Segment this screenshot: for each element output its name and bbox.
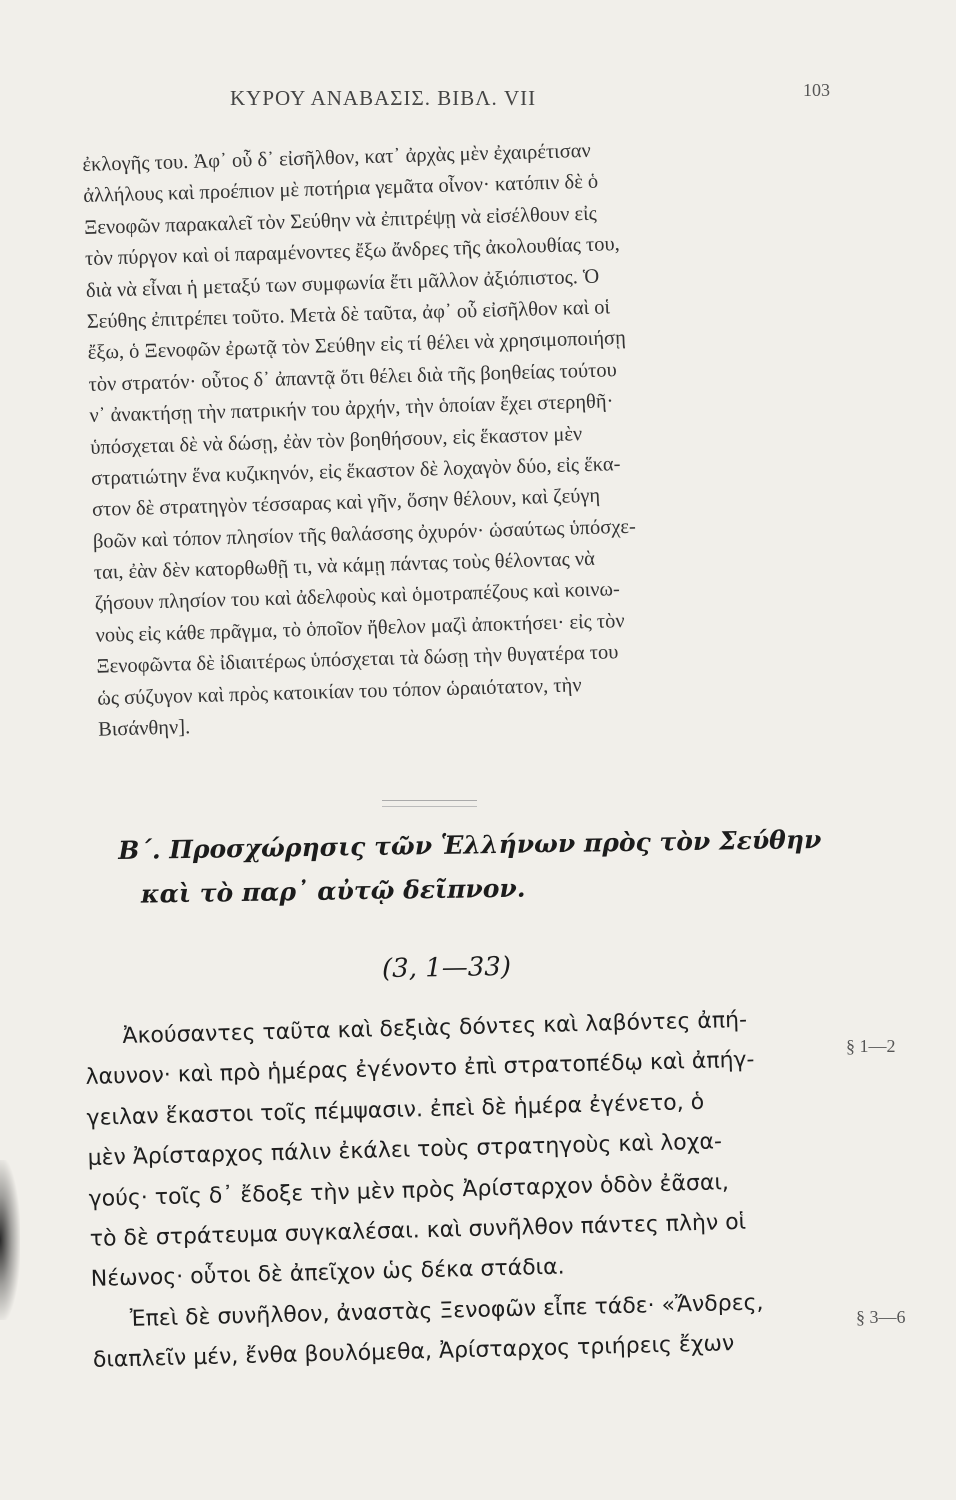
text-line: Ἀκούσαντες ταῦτα καὶ δεξιὰς δόντες καὶ λαβόντες ἀπή-	[122, 1007, 748, 1049]
notes-line: Σεύθης ἐπιτρέπει τοῦτο. Μετὰ δὲ ταῦτα, ἀφ᾽ οὗ εἰσῆλθον καὶ οἱ	[86, 296, 611, 333]
notes-line: ἀλλήλους καὶ προέπιον μὲ ποτήρια γεμᾶτα οἶνον· κατόπιν δὲ ὁ	[82, 170, 599, 208]
page-header	[230, 80, 830, 118]
notes-line: ν᾽ ἀνακτήσῃ τὴν πατρικήν του ἀρχήν, τὴν ὁποίαν ἔχει στερηθῆ·	[89, 390, 614, 428]
notes-line: Ξενοφῶν παρακαλεῖ τὸν Σεύθην νὰ ἐπιτρέψῃ νὰ εἰσέλθουν εἰς	[83, 202, 598, 239]
section-reference: (3, 1—33)	[381, 951, 512, 985]
notes-paragraph	[82, 129, 838, 746]
notes-line: βοῶν καὶ τόπον πλησίον τῆς θαλάσσης ὀχυρόν· ὡσαύτως ὑπόσχε-	[92, 515, 637, 553]
scan-shadow	[0, 1160, 20, 1320]
text-line: γειλαν ἕκαστοι τοῖς πέμψασιν. ἐπεὶ δὲ ἡμέρα ἐγένετο, ὁ	[86, 1089, 705, 1131]
section-divider	[382, 806, 477, 807]
notes-line: Ξενοφῶντα δὲ ἰδιαιτέρως ὑπόσχεται τὰ δώσῃ τὴν θυγατέρα του	[96, 641, 619, 679]
notes-line: ζήσουν πλησίον του καὶ ἀδελφοὺς καὶ ὁμοτραπέζους καὶ κοινω-	[94, 578, 621, 616]
notes-line: Βισάνθην].	[97, 716, 191, 741]
section-heading-line: καὶ τὸ παρ᾽ αὐτῷ δεῖπνον.	[140, 873, 526, 909]
section-heading	[118, 825, 840, 940]
greek-text	[84, 999, 837, 1382]
notes-line: ται, ἐὰν δὲν κατορθωθῇ τι, νὰ κάμῃ πάντας τοὺς θέλοντας νὰ	[93, 547, 596, 584]
notes-line: νοὺς εἰς κάθε πρᾶγμα, τὸ ὁποῖον ἤθελον μαζὶ ἀποκτήσει· εἰς τὸν	[95, 609, 625, 647]
notes-line: στρατιώτην ἕνα κυζικηνόν, εἰς ἕκαστον δὲ λοχαγὸν δύο, εἰς ἕκα-	[90, 452, 621, 490]
running-title: ΚΥΡΟΥ ΑΝΑΒΑΣΙΣ. ΒΙΒΛ. VII	[230, 86, 537, 110]
notes-line: τὸν πύργον καὶ οἱ παραμένοντες ἔξω ἄνδρες τῆς ἀκολουθίας του,	[84, 233, 621, 271]
margin-reference: § 1—2	[846, 1036, 896, 1056]
margin-reference: § 3—6	[856, 1307, 906, 1327]
notes-line: ὡς σύζυγον καὶ πρὸς κατοικίαν του τόπον ὡραιότατον, τὴν	[97, 673, 582, 710]
page-number: 103	[803, 80, 830, 100]
section-heading-line: Β΄. Προσχώρησις τῶν Ἑλλήνων πρὸς τὸν Σεύθην	[118, 824, 822, 865]
text-line: γούς· τοῖς δ᾽ ἔδοξε τὴν μὲν πρὸς Ἀρίσταρχον ὁδὸν ἐᾶσαι,	[88, 1169, 730, 1212]
notes-line: διὰ νὰ εἶναι ἡ μεταξύ των συμφωνία ἔτι μᾶλλον ἀξιόπιστος. Ὁ	[85, 265, 600, 302]
notes-line: τὸν στρατόν· οὗτος δ᾽ ἀπαντᾷ ὅτι θέλει διὰ τῆς βοηθείας τούτου	[88, 358, 618, 396]
text-line: Νέωνος· οὗτοι δὲ ἀπεῖχον ὡς δέκα στάδια.	[90, 1254, 565, 1293]
text-line: Ἐπεὶ δὲ συνῆλθον, ἀναστὰς Ξενοφῶν εἶπε τάδε· «Ἄνδρες,	[129, 1290, 764, 1332]
text-line: μὲν Ἀρίσταρχος πάλιν ἐκάλει τοὺς στρατηγοὺς καὶ λοχα-	[87, 1129, 723, 1172]
text-line: τὸ δὲ στράτευμα συγκαλέσαι. καὶ συνῆλθον πάντες πλὴν οἱ	[89, 1209, 747, 1252]
notes-line: στον δὲ στρατηγὸν τέσσαρας καὶ γῆν, ὅσην θέλουν, καὶ ζεύγη	[91, 484, 601, 522]
notes-line: ἔξω, ὁ Ξενοφῶν ἐρωτᾷ τὸν Σεύθην εἰς τί θέλει νὰ χρησιμοποιήσῃ	[87, 327, 627, 365]
notes-line: ἐκλογῆς του. Ἀφ᾽ οὗ δ᾽ εἰσῆλθον, κατ᾽ ἀρχὰς μὲν ἐχαιρέτισαν	[82, 139, 592, 176]
text-line: διαπλεῖν μέν, ἔνθα βουλόμεθα, Ἀρίσταρχος τριήρεις ἔχων	[92, 1331, 735, 1374]
text-line: λαυνον· καὶ πρὸ ἡμέρας ἐγένοντο ἐπὶ στρατοπέδῳ καὶ ἀπήγ-	[85, 1047, 755, 1091]
section-divider	[382, 800, 477, 801]
notes-line: ὑπόσχεται δὲ νὰ δώσῃ, ἐὰν τὸν βοηθήσουν, εἰς ἕκαστον μὲν	[89, 422, 583, 459]
